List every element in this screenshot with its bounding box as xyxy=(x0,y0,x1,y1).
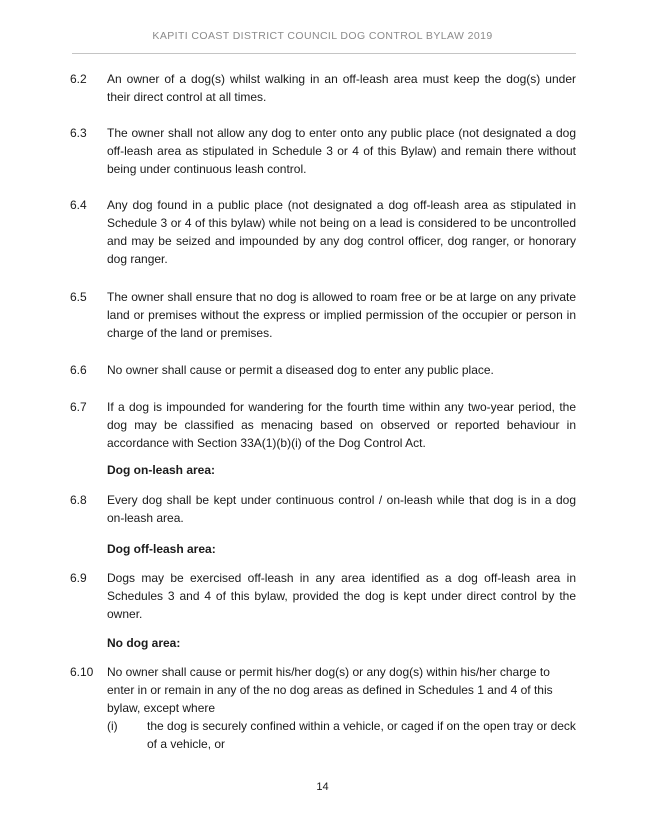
section-heading-on-leash: Dog on-leash area: xyxy=(107,463,216,477)
subclause-number: (i) xyxy=(107,719,118,733)
clause-text: If a dog is impounded for wandering for the fourth time within any two-year period, the dog may be classified as menacing based on observed or reported behaviour in accordance with Section 33A(1)(b)(i) of the Dog Control Act. xyxy=(107,400,576,450)
clause-text: No owner shall cause or permit a diseased dog to enter any public place. xyxy=(107,363,494,377)
clause-number: 6.9 xyxy=(70,571,87,585)
clause-text: Dogs may be exercised off-leash in any area identified as a dog off-leash area in Schedules 3 and 4 of this bylaw, provided the dog is kept under direct control by the owner. xyxy=(107,571,576,621)
clause-number: 6.6 xyxy=(70,363,87,377)
clause-text: Every dog shall be kept under continuous control / on-leash while that dog is in a dog on-leash area. xyxy=(107,493,576,525)
header-divider xyxy=(72,53,576,54)
clause-text: An owner of a dog(s) whilst walking in an off-leash area must keep the dog(s) under their direct control at all times. xyxy=(107,72,576,104)
clause-number: 6.10 xyxy=(70,665,94,679)
clause-text: No owner shall cause or permit his/her dog(s) or any dog(s) within his/her charge to enter in or remain in any of the no dog areas as defined in Schedules 1 and 4 of this bylaw, except where xyxy=(107,665,553,715)
clause-number: 6.3 xyxy=(70,126,87,140)
clause-number: 6.4 xyxy=(70,198,87,212)
clause-text: Any dog found in a public place (not designated a dog off-leash area as stipulated in Schedule 3 or 4 of this bylaw) while not being on a lead is considered to be uncontrolled and may be seized and impounded by any dog control officer, dog ranger, or honorary dog ranger. xyxy=(107,198,576,266)
clause-number: 6.2 xyxy=(70,72,87,86)
subclause-text: the dog is securely confined within a vehicle, or caged if on the open tray or deck of a vehicle, or xyxy=(147,719,576,751)
clause-text: The owner shall ensure that no dog is allowed to roam free or be at large on any private land or premises without the express or implied permission of the occupier or person in charge of the land or premises. xyxy=(107,290,576,340)
clause-number: 6.5 xyxy=(70,290,87,304)
section-heading-no-dog: No dog area: xyxy=(107,636,181,650)
clause-number: 6.8 xyxy=(70,493,87,507)
clause-number: 6.7 xyxy=(70,400,87,414)
section-heading-off-leash: Dog off-leash area: xyxy=(107,542,216,556)
page-number: 14 xyxy=(316,781,329,793)
page-header: KAPITI COAST DISTRICT COUNCIL DOG CONTROL BYLAW 2019 xyxy=(152,30,493,42)
clause-text: The owner shall not allow any dog to enter onto any public place (not designated a dog off-leash area as stipulated in Schedule 3 or 4 of this Bylaw) and remain there without being under continuous leash control. xyxy=(107,126,576,176)
